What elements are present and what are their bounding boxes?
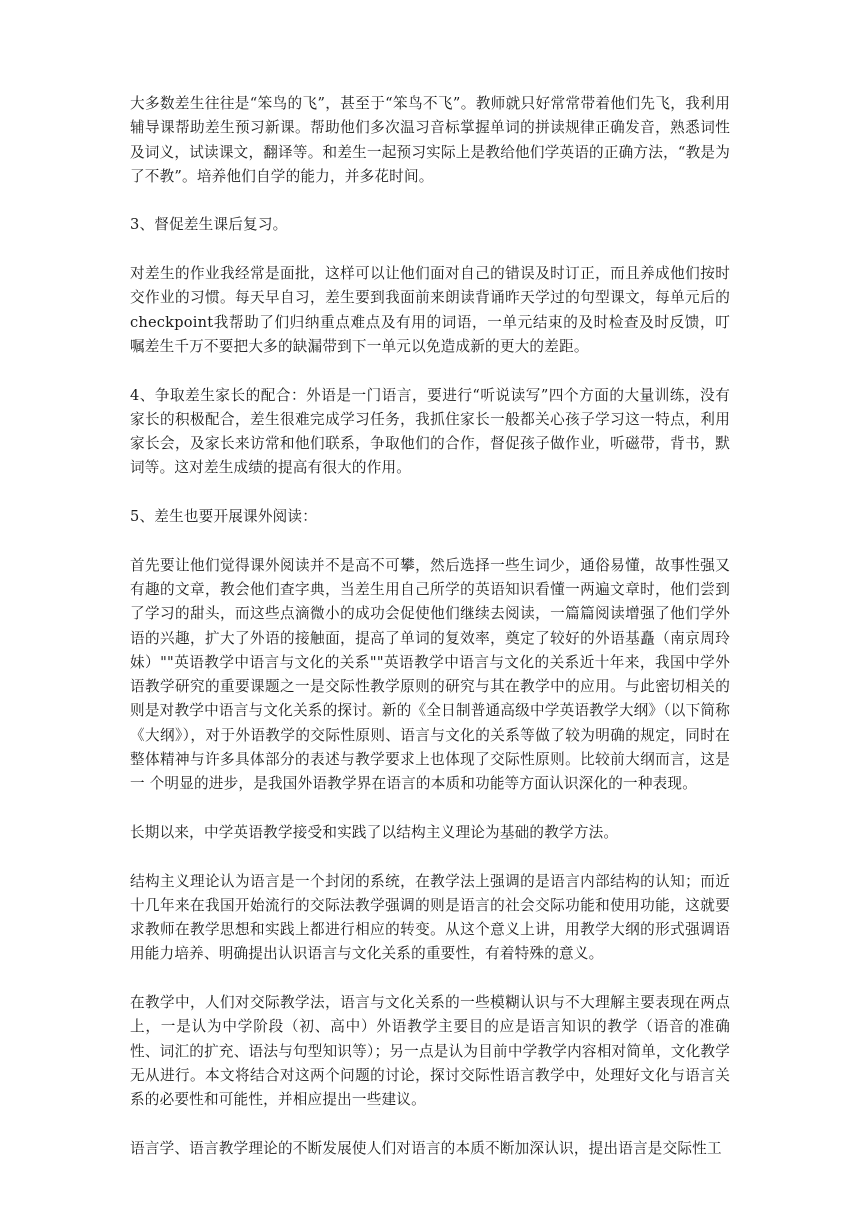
paragraph-slow-learners-preview: 大多数差生往往是“笨鸟的飞”，甚至于“笨鸟不飞”。教师就只好常常带着他们先飞，我利用辅导课帮助差生预习新课。帮助他们多次温习音标掌握单词的拼读规律正确发音，熟悉词性及词义，试读课文，翻译等。和差生一起预习实际上是教给他们学英语的正确方法，“教是为了不教”。培养他们自学的能力，并多花时间。 — [130, 95, 730, 185]
paragraph-teaching-misconceptions: 在教学中，人们对交际教学法，语言与文化关系的一些模糊认识与不大理解主要表现在两点上，一是认为中学阶段（初、高中）外语教学主要目的应是语言知识的教学（语音的准确性、词汇的扩充、语法与句型知识等）；另一点是认为目前中学教学内容相对简单，文化教学无从进行。本文将结合对这两个问题的讨论，探讨交际性语言教学中，处理好文化与语言关系的必要性和可能性，并相应提出一些建议。 — [130, 993, 730, 1109]
document-body — [130, 92, 730, 1185]
heading-review-after-class: 3、督促差生课后复习。 — [130, 216, 288, 234]
heading-extracurricular-reading: 5、差生也要开展课外阅读： — [130, 508, 318, 526]
paragraph-structuralism-theory: 结构主义理论认为语言是一个封闭的系统，在教学法上强调的是语言内部结构的认知；而近十几年来在我国开始流行的交际法教学强调的则是语言的社会交际功能和使用功能，这就要求教师在教学思想和实践上都进行相应的转变。从这个意义上讲，用教学大纲的形式强调语用能力培养、明确提出认识语言与文化关系的重要性，有着特殊的意义。 — [130, 872, 730, 963]
paragraph-homework-checking: 对差生的作业我经常是面批，这样可以让他们面对自己的错误及时订正，而且养成他们按时交作业的习惯。每天早自习，差生要到我面前来朗读背诵昨天学过的句型课文，每单元后的checkpoint我帮助了们归纳重点难点及有用的词语，一单元结束的及时检查及时反馈，叮嘱差生千万不要把大多的缺漏带到下一单元以免造成新的更大的差距。 — [130, 265, 730, 355]
paragraph-structuralism-practice: 长期以来，中学英语教学接受和实践了以结构主义理论为基础的教学方法。 — [130, 823, 619, 841]
paragraph-parent-cooperation: 4、争取差生家长的配合：外语是一门语言，要进行“听说读写”四个方面的大量训练，没有家长的积极配合，差生很难完成学习任务，我抓住家长一般都关心孩子学习这一特点，利用家长会，及家长来访常和他们联系，争取他们的合作，督促孩子做作业，听磁带，背书，默词等。这对差生成绩的提高有很大的作用。 — [130, 386, 730, 477]
paragraph-linguistics-development: 语言学、语言教学理论的不断发展使人们对语言的本质不断加深认识，提出语言是交际性工 — [130, 1139, 722, 1157]
paragraph-reading-and-culture: 首先要让他们觉得课外阅读并不是高不可攀，然后选择一些生词少，通俗易懂，故事性强又有趣的文章，教会他们查字典，当差生用自己所学的英语知识看懂一两遍文章时，他们尝到了学习的甜头，而这些点滴微小的成功会促使他们继续去阅读，一篇篇阅读增强了他们学外语的兴趣，扩大了外语的接触面，提高了单词的复效率，奠定了较好的外语基矗（南京周玲妹）""英语教学中语言与文化的关系""英语教学中语言与文化的关系近十年来，我国中学外语教学研究的重要课题之一是交际性教学原则的研究与其在教学中的应用。与此密切相关的则是对教学中语言与文化关系的探讨。新的《全日制普通高级中学英语教学大纲》（以下简称《大纲》），对于外语教学的交际性原则、语言与文化的关系等做了较为明确的规定，同时在整体精神与许多具体部分的表述与教学要求上也体现了交际性原则。比较前大纲而言，这是一 个明显的进步，是我国外语教学界在语言的本质和功能等方面认识深化的一种表现。 — [130, 556, 730, 793]
